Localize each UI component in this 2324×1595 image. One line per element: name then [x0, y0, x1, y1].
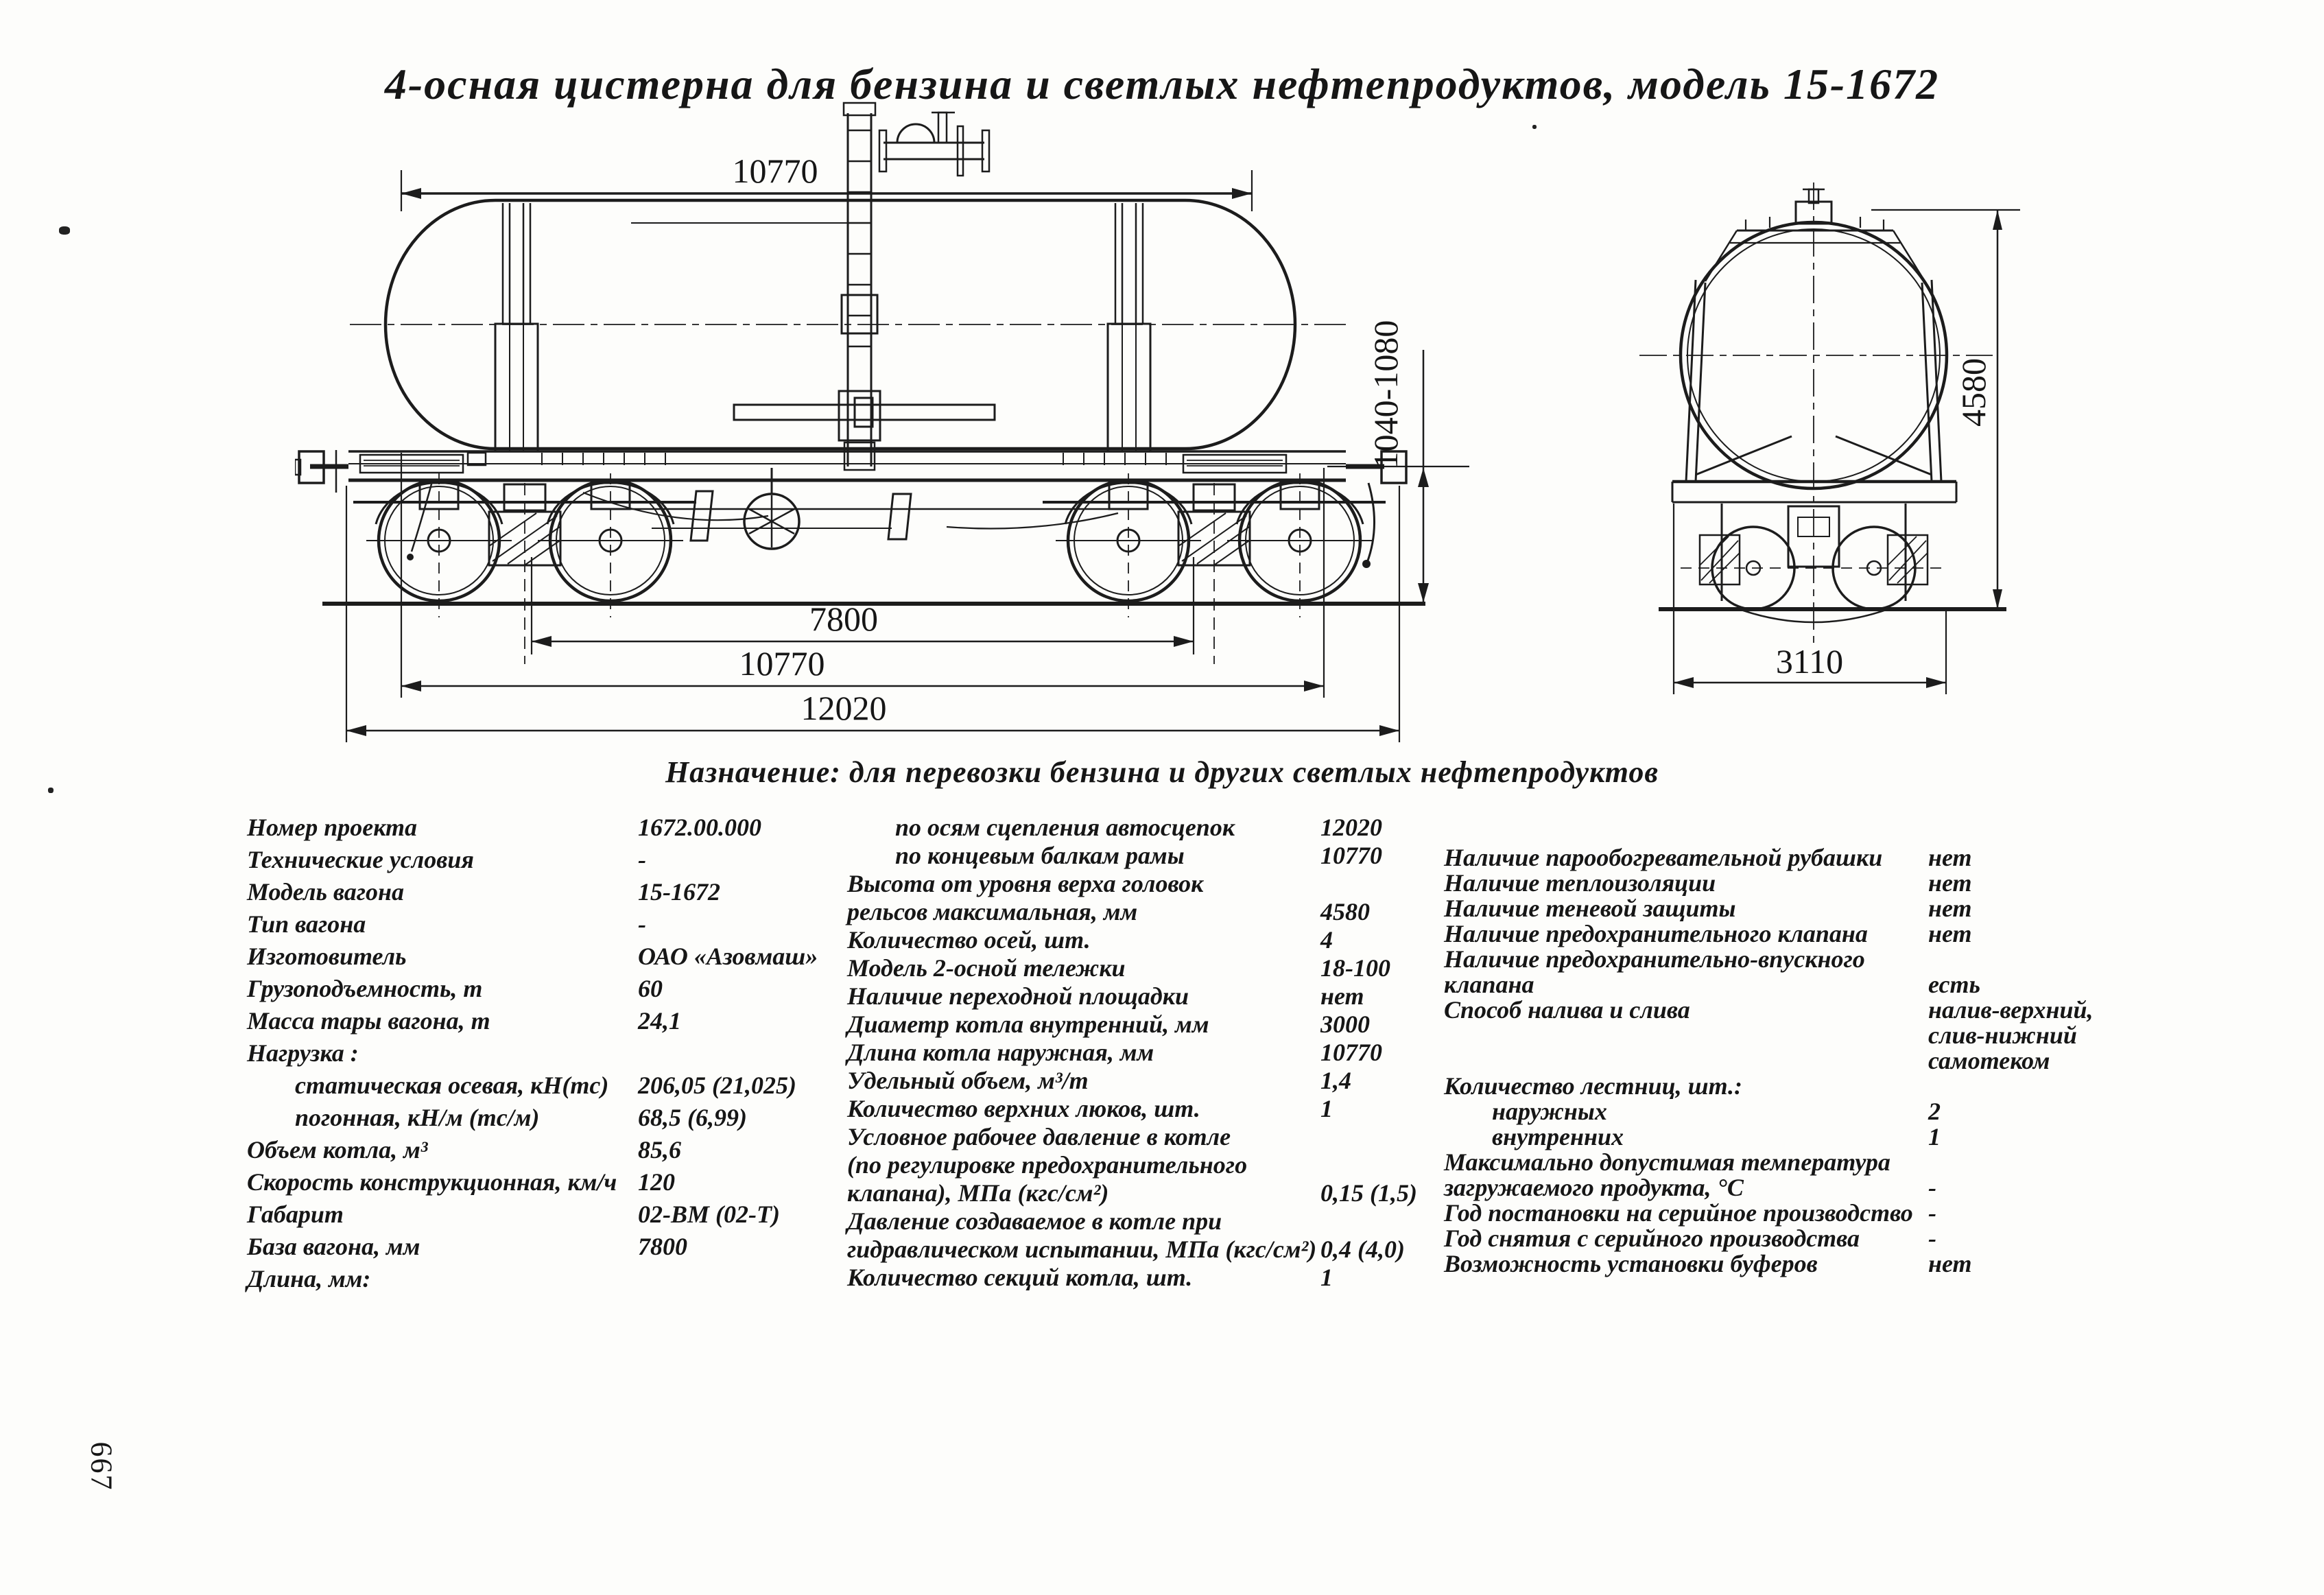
spec-value: самотеком — [1928, 1047, 2050, 1074]
spec-value: 02-ВМ (02-Т) — [638, 1201, 780, 1228]
spec-row — [847, 1012, 1451, 1040]
spec-label: Количество осей, шт. — [847, 926, 1091, 954]
spec-value: 10770 — [1320, 1039, 1382, 1066]
bogie-right — [1043, 473, 1386, 664]
spec-value: 4 — [1320, 926, 1333, 954]
spec-row — [247, 1137, 864, 1170]
spec-label: Год снятия с серийного производства — [1444, 1225, 1860, 1252]
spec-label: Возможность установки буферов — [1444, 1250, 1818, 1277]
spec-row — [1444, 1023, 2123, 1048]
spec-row — [847, 1153, 1451, 1181]
top-hatch-pipe — [879, 113, 989, 176]
spec-label: клапана), МПа (кгс/см²) — [847, 1179, 1109, 1207]
spec-value: ОАО «Азовмаш» — [638, 943, 818, 970]
spec-value: 2 — [1928, 1098, 1941, 1125]
spec-label: (по регулировке предохранительного — [847, 1151, 1248, 1179]
spec-row — [1444, 972, 2123, 997]
spec-label: Диаметр котла внутренний, мм — [847, 1011, 1209, 1038]
dome-ladder — [839, 103, 880, 470]
spec-row — [847, 1181, 1451, 1209]
spec-row — [247, 879, 864, 912]
spec-label: внутренних — [1492, 1123, 1624, 1150]
spec-value: 60 — [638, 975, 663, 1002]
spec-row — [247, 1105, 864, 1137]
spec-label: Количество лестниц, шт.: — [1444, 1072, 1743, 1100]
spec-label: Длина, мм: — [247, 1265, 371, 1292]
dim-label-coupler-axis-height: 1040-1080 — [1366, 320, 1405, 469]
spec-row — [1444, 1150, 2123, 1175]
spec-value: налив-верхний, — [1928, 996, 2094, 1024]
spec-row — [1444, 1074, 2123, 1099]
purpose-caption: Назначение: для перевозки бензина и других светлых нефтепродуктов — [665, 755, 1659, 789]
spec-value: 1672.00.000 — [638, 814, 761, 841]
spec-value: нет — [1320, 982, 1364, 1010]
spec-label: по концевым балкам рамы — [895, 842, 1185, 869]
spec-row — [1444, 1175, 2123, 1201]
dim-label-frame-length: 10770 — [739, 644, 825, 683]
spec-label: рельсов максимальная, мм — [847, 898, 1138, 925]
spec-row — [247, 815, 864, 847]
spec-row — [247, 1234, 864, 1266]
spec-value: 18-100 — [1320, 954, 1390, 982]
spec-row — [1444, 1048, 2123, 1074]
spec-label: загружаемого продукта, °С — [1444, 1174, 1744, 1201]
spec-label: гидравлическом испытании, МПа (кгс/см²) — [847, 1236, 1317, 1263]
stand-frame — [1672, 280, 1956, 502]
spec-row — [847, 843, 1451, 871]
spec-label: Давление создаваемое в котле при — [847, 1207, 1222, 1235]
page-title: 4-осная цистерна для бензина и светлых нефтепродуктов, модель 15-1672 — [384, 60, 1940, 108]
spec-row — [1444, 1251, 2123, 1277]
spec-label: Наличие теплоизоляции — [1444, 869, 1716, 897]
spec-value: нет — [1928, 869, 1972, 897]
spec-label: Модель 2-осной тележки — [847, 954, 1126, 982]
spec-value: - — [638, 846, 646, 873]
spec-row — [247, 1041, 864, 1073]
spec-value: - — [638, 910, 646, 938]
spec-label: погонная, кН/м (тс/м) — [295, 1104, 540, 1131]
spec-row — [1444, 947, 2123, 972]
spec-row — [847, 984, 1451, 1012]
spec-label: Масса тары вагона, т — [247, 1007, 490, 1035]
spec-value: - — [1928, 1174, 1936, 1201]
spec-value: 0,15 (1,5) — [1320, 1179, 1417, 1207]
spec-row — [1444, 896, 2123, 921]
spec-label: Год постановки на серийное производство — [1444, 1199, 1913, 1227]
spec-value: слив-нижний — [1928, 1021, 2077, 1049]
spec-row — [847, 1068, 1451, 1096]
spec-row — [847, 1237, 1451, 1265]
scan-speck — [1532, 125, 1537, 129]
spec-label: Количество верхних люков, шт. — [847, 1095, 1200, 1122]
spec-row — [847, 1209, 1451, 1237]
spec-row — [1444, 997, 2123, 1023]
spec-row — [1444, 1099, 2123, 1124]
height-dimension-4580 — [1871, 210, 2020, 609]
spec-label: Наличие предохранительно-впускного — [1444, 945, 1865, 973]
spec-value: 4580 — [1320, 898, 1370, 925]
spec-label: Наличие предохранительного клапана — [1444, 920, 1868, 947]
spec-label: Технические условия — [247, 846, 474, 873]
spec-value: 7800 — [638, 1233, 687, 1260]
spec-value: нет — [1928, 920, 1972, 947]
spec-label: Длина котла наружная, мм — [847, 1039, 1154, 1066]
spec-value: есть — [1928, 971, 1980, 998]
bogie-left — [353, 473, 696, 664]
spec-label: Максимально допустимая температура — [1444, 1148, 1890, 1176]
spec-value: 1 — [1320, 1264, 1333, 1291]
spec-label: по осям сцепления автосцепок — [895, 814, 1235, 841]
specs-column-2 — [847, 815, 1451, 1293]
spec-value: нет — [1928, 844, 1972, 871]
spec-label: статическая осевая, кН(тс) — [295, 1072, 609, 1099]
spec-row — [847, 871, 1451, 899]
spec-row — [847, 928, 1451, 956]
specs-column-1 — [247, 815, 864, 1299]
spec-row — [247, 976, 864, 1008]
dim-label-support-base-width: 3110 — [1775, 642, 1844, 681]
spec-value: 68,5 (6,99) — [638, 1104, 747, 1131]
spec-value: 15-1672 — [638, 878, 720, 906]
spec-value: 206,05 (21,025) — [638, 1072, 796, 1099]
spec-label: База вагона, мм — [247, 1233, 420, 1260]
spec-label: Номер проекта — [247, 814, 418, 841]
dim-label-length-over-tank: 10770 — [732, 152, 818, 190]
spec-value: - — [1928, 1225, 1936, 1252]
page-number: 667 — [84, 1441, 119, 1491]
spec-label: Тип вагона — [247, 910, 366, 938]
spec-label: Наличие теневой защиты — [1444, 895, 1736, 922]
spec-row — [1444, 1201, 2123, 1226]
spec-value: 1,4 — [1320, 1067, 1351, 1094]
scan-speck — [48, 788, 54, 793]
spec-row — [247, 1202, 864, 1234]
spec-label: Нагрузка : — [247, 1039, 359, 1067]
spec-row — [1444, 1124, 2123, 1150]
spec-value: 10770 — [1320, 842, 1382, 869]
spec-value: нет — [1928, 1250, 1972, 1277]
spec-label: наружных — [1492, 1098, 1607, 1125]
scan-speck — [59, 226, 70, 235]
spec-label: Скорость конструкционная, км/ч — [247, 1168, 617, 1196]
spec-label: клапана — [1444, 971, 1534, 998]
spec-label: Изготовитель — [247, 943, 407, 970]
end-view-drawing — [1619, 165, 2120, 713]
spec-value: 0,4 (4,0) — [1320, 1236, 1405, 1263]
spec-row — [847, 899, 1451, 928]
spec-label: Высота от уровня верха головок — [847, 870, 1204, 897]
spec-row — [247, 912, 864, 944]
spec-value: 85,6 — [638, 1136, 681, 1163]
spec-value: 3000 — [1320, 1011, 1370, 1038]
dim-label-length-over-couplers: 12020 — [801, 689, 887, 727]
dim-label-overall-height: 4580 — [1954, 358, 1993, 427]
roof-fittings — [1705, 189, 1925, 281]
spec-value: 1 — [1928, 1123, 1941, 1150]
spec-label: Объем котла, м³ — [247, 1136, 428, 1163]
spec-label: Модель вагона — [247, 878, 405, 906]
spec-row — [847, 1096, 1451, 1124]
handwheel-crossbar — [734, 398, 995, 427]
top-dimension-10770 — [401, 170, 1252, 211]
spec-label: Условное рабочее давление в котле — [847, 1123, 1231, 1150]
spec-row — [247, 1170, 864, 1202]
spec-row — [247, 944, 864, 976]
dim-label-bogie-base: 7800 — [809, 600, 878, 638]
spec-row — [1444, 845, 2123, 871]
spec-label: Способ налива и слива — [1444, 996, 1690, 1024]
spec-label: Наличие переходной площадки — [847, 982, 1189, 1010]
spec-row — [847, 1265, 1451, 1293]
spec-value: нет — [1928, 895, 1972, 922]
spec-label: Количество секций котла, шт. — [847, 1264, 1193, 1291]
tank-section — [1639, 182, 1993, 648]
spec-value: 12020 — [1320, 814, 1382, 841]
spec-row — [1444, 1226, 2123, 1251]
spec-value: 120 — [638, 1168, 675, 1196]
spec-label: Габарит — [247, 1201, 344, 1228]
spec-row — [847, 956, 1451, 984]
spec-row — [1444, 871, 2123, 896]
spec-label: Удельный объем, м³/т — [847, 1067, 1089, 1094]
spec-row — [247, 847, 864, 879]
spec-row — [1444, 921, 2123, 947]
specs-column-3 — [1444, 845, 2123, 1277]
spec-row — [847, 815, 1451, 843]
spec-row — [847, 1124, 1451, 1153]
coupler-left — [295, 450, 432, 560]
spec-row — [247, 1073, 864, 1105]
spec-label: Наличие парообогревательной рубашки — [1444, 844, 1883, 871]
spec-row — [847, 1040, 1451, 1068]
spec-value: 1 — [1320, 1095, 1333, 1122]
spec-value: - — [1928, 1199, 1936, 1227]
spec-label: Грузоподъемность, т — [247, 975, 483, 1002]
tank-support-towers — [495, 203, 1150, 451]
spec-row — [247, 1266, 864, 1299]
spec-row — [247, 1008, 864, 1041]
spec-value: 24,1 — [638, 1007, 681, 1035]
